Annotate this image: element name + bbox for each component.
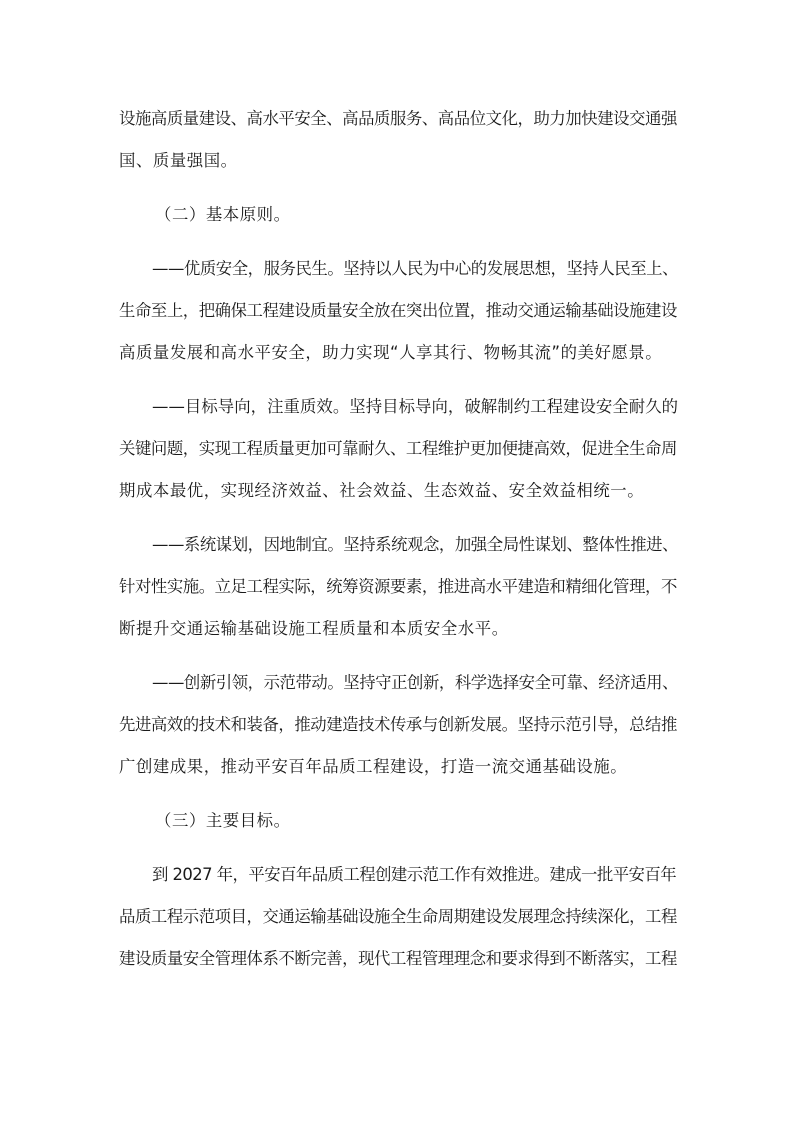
text-line: 高质量发展和高水平安全，助力实现“人享其行、物畅其流”的美好愿景。 bbox=[119, 343, 663, 362]
document-body bbox=[119, 98, 679, 980]
paragraph-principle-2 bbox=[119, 386, 679, 512]
text-line: 品质工程示范项目，交通运输基础设施全生命周期建设发展理念持续深化，工程 bbox=[119, 907, 677, 926]
paragraph-principle-3 bbox=[119, 524, 679, 650]
text-line: ——创新引领，示范带动。坚持守正创新，科学选择安全可靠、经济适用、 bbox=[152, 673, 679, 692]
text-line: 广创建成果，推动平安百年品质工程建设，打造一流交通基础设施。 bbox=[119, 757, 628, 776]
text-line: 建设质量安全管理体系不断完善，现代工程管理理念和要求得到不断落实，工程 bbox=[119, 949, 677, 968]
section-heading: （三）主要目标。 bbox=[155, 811, 291, 830]
text-line: 先进高效的技术和装备，推动建造技术传承与创新发展。坚持示范引导，总结推 bbox=[119, 715, 677, 734]
text-line: ——优质安全，服务民生。坚持以人民为中心的发展思想，坚持人民至上、 bbox=[152, 259, 679, 278]
text-line: ——目标导向，注重质效。坚持目标导向，破解制约工程建设安全耐久的 bbox=[152, 397, 679, 416]
text-line: 期成本最优，实现经济效益、社会效益、生态效益、安全效益相统一。 bbox=[119, 481, 645, 500]
text-line: 关键问题，实现工程质量更加可靠耐久、工程维护更加便捷高效，促进全生命周 bbox=[119, 439, 677, 458]
section-heading-basic-principles bbox=[119, 194, 679, 236]
text-line: 国、质量强国。 bbox=[119, 151, 238, 170]
section-heading-main-goals bbox=[119, 800, 679, 842]
section-heading: （二）基本原则。 bbox=[155, 205, 291, 224]
text-line: 到 2027 年，平安百年品质工程创建示范工作有效推进。建成一批平安百年 bbox=[152, 865, 677, 884]
paragraph-principle-1 bbox=[119, 248, 679, 374]
text-line: 针对性实施。立足工程实际，统筹资源要素，推进高水平建造和精细化管理，不 bbox=[119, 577, 677, 596]
text-line: 设施高质量建设、高水平安全、高品质服务、高品位文化，助力加快建设交通强 bbox=[119, 109, 677, 128]
text-line: 断提升交通运输基础设施工程质量和本质安全水平。 bbox=[119, 619, 509, 638]
paragraph-goals-2027 bbox=[119, 854, 679, 980]
paragraph-principle-4 bbox=[119, 662, 679, 788]
text-line: ——系统谋划，因地制宜。坚持系统观念，加强全局性谋划、整体性推进、 bbox=[152, 535, 679, 554]
paragraph-intro-continuation bbox=[119, 98, 679, 182]
text-line: 生命至上，把确保工程建设质量安全放在突出位置，推动交通运输基础设施建设 bbox=[119, 301, 677, 320]
